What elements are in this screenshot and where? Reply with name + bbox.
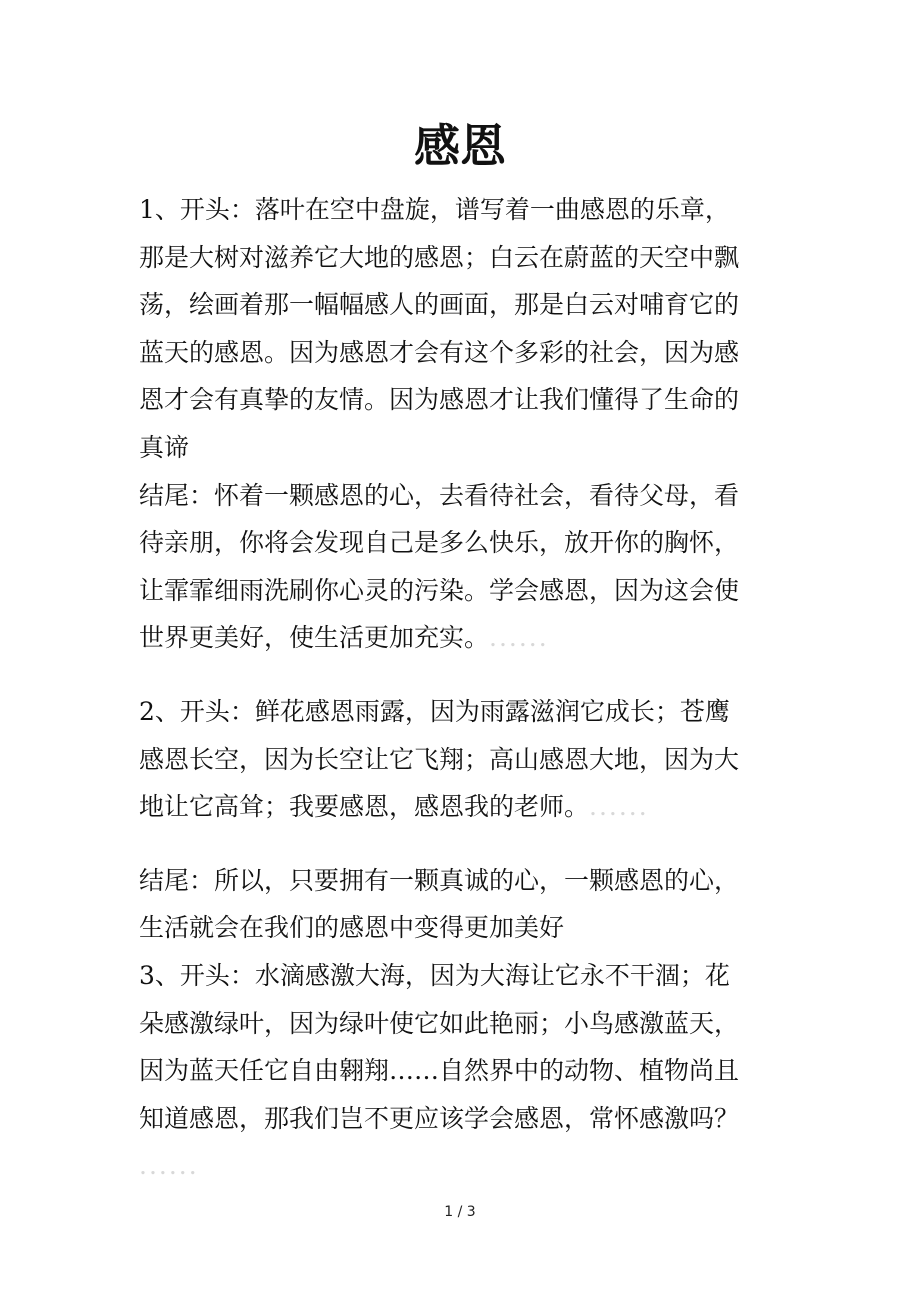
paragraph-line: 知道感恩，那我们岂不更应该学会感恩，常怀感激吗？ (139, 1103, 740, 1133)
document-body (139, 186, 787, 1190)
paragraph-line: 蓝天的感恩。因为感恩才会有这个多彩的社会，因为感 (139, 337, 740, 367)
paragraph-line: 结尾：所以，只要拥有一颗真诚的心，一颗感恩的心， (139, 865, 740, 895)
paragraph-line: 3、开头：水滴感激大海，因为大海让它永不干涸；花 (139, 960, 730, 990)
paragraph-text: 世界更美好，使生活更加充实。 (139, 623, 490, 653)
paragraph-line: 朵感激绿叶，因为绿叶使它如此艳丽；小鸟感激蓝天， (139, 1008, 740, 1038)
paragraph-line: 1、开头：落叶在空中盘旋，谱写着一曲感恩的乐章， (139, 195, 730, 224)
paragraph-line: 因为蓝天任它自由翱翔……自然界中的动物、植物尚且 (139, 1056, 740, 1086)
paragraph-text: 地让它高耸；我要感恩，感恩我的老师。 (139, 792, 590, 822)
paragraph-line-with-dots (139, 614, 787, 662)
paragraph-line: 2、开头：鲜花感恩雨露，因为雨露滋润它成长；苍鹰 (139, 696, 730, 726)
paragraph-line: 那是大树对滋养它大地的感恩；白云在蔚蓝的天空中飘 (139, 242, 740, 272)
ellipsis-dots: ...... (589, 792, 649, 822)
paragraph-line: 真谛 (139, 432, 190, 462)
paragraph-line: 恩才会有真挚的友情。因为感恩才让我们懂得了生命的 (139, 385, 740, 415)
ellipsis-dots: ...... (489, 623, 549, 653)
paragraph-gap (139, 831, 787, 857)
paragraph-line: 待亲朋，你将会发现自己是多么快乐，放开你的胸怀， (139, 528, 740, 558)
page-number: 1 / 3 (444, 1204, 476, 1220)
paragraph-gap (139, 662, 787, 688)
paragraph-line-with-dots (139, 783, 787, 831)
paragraph-line: 生活就会在我们的感恩中变得更加美好 (139, 913, 565, 943)
paragraph-line: 结尾：怀着一颗感恩的心，去看待社会，看待父母，看 (139, 480, 740, 510)
paragraph-line: 让霏霏细雨洗刷你心灵的污染。学会感恩，因为这会使 (139, 575, 740, 605)
paragraph-line-dots (139, 1142, 787, 1190)
ellipsis-dots: ...... (139, 1151, 199, 1181)
document-title: 感恩 (414, 119, 506, 173)
paragraph-line: 荡，绘画着那一幅幅感人的画面，那是白云对哺育它的 (139, 290, 740, 320)
paragraph-line: 感恩长空，因为长空让它飞翔；高山感恩大地，因为大 (139, 744, 740, 774)
